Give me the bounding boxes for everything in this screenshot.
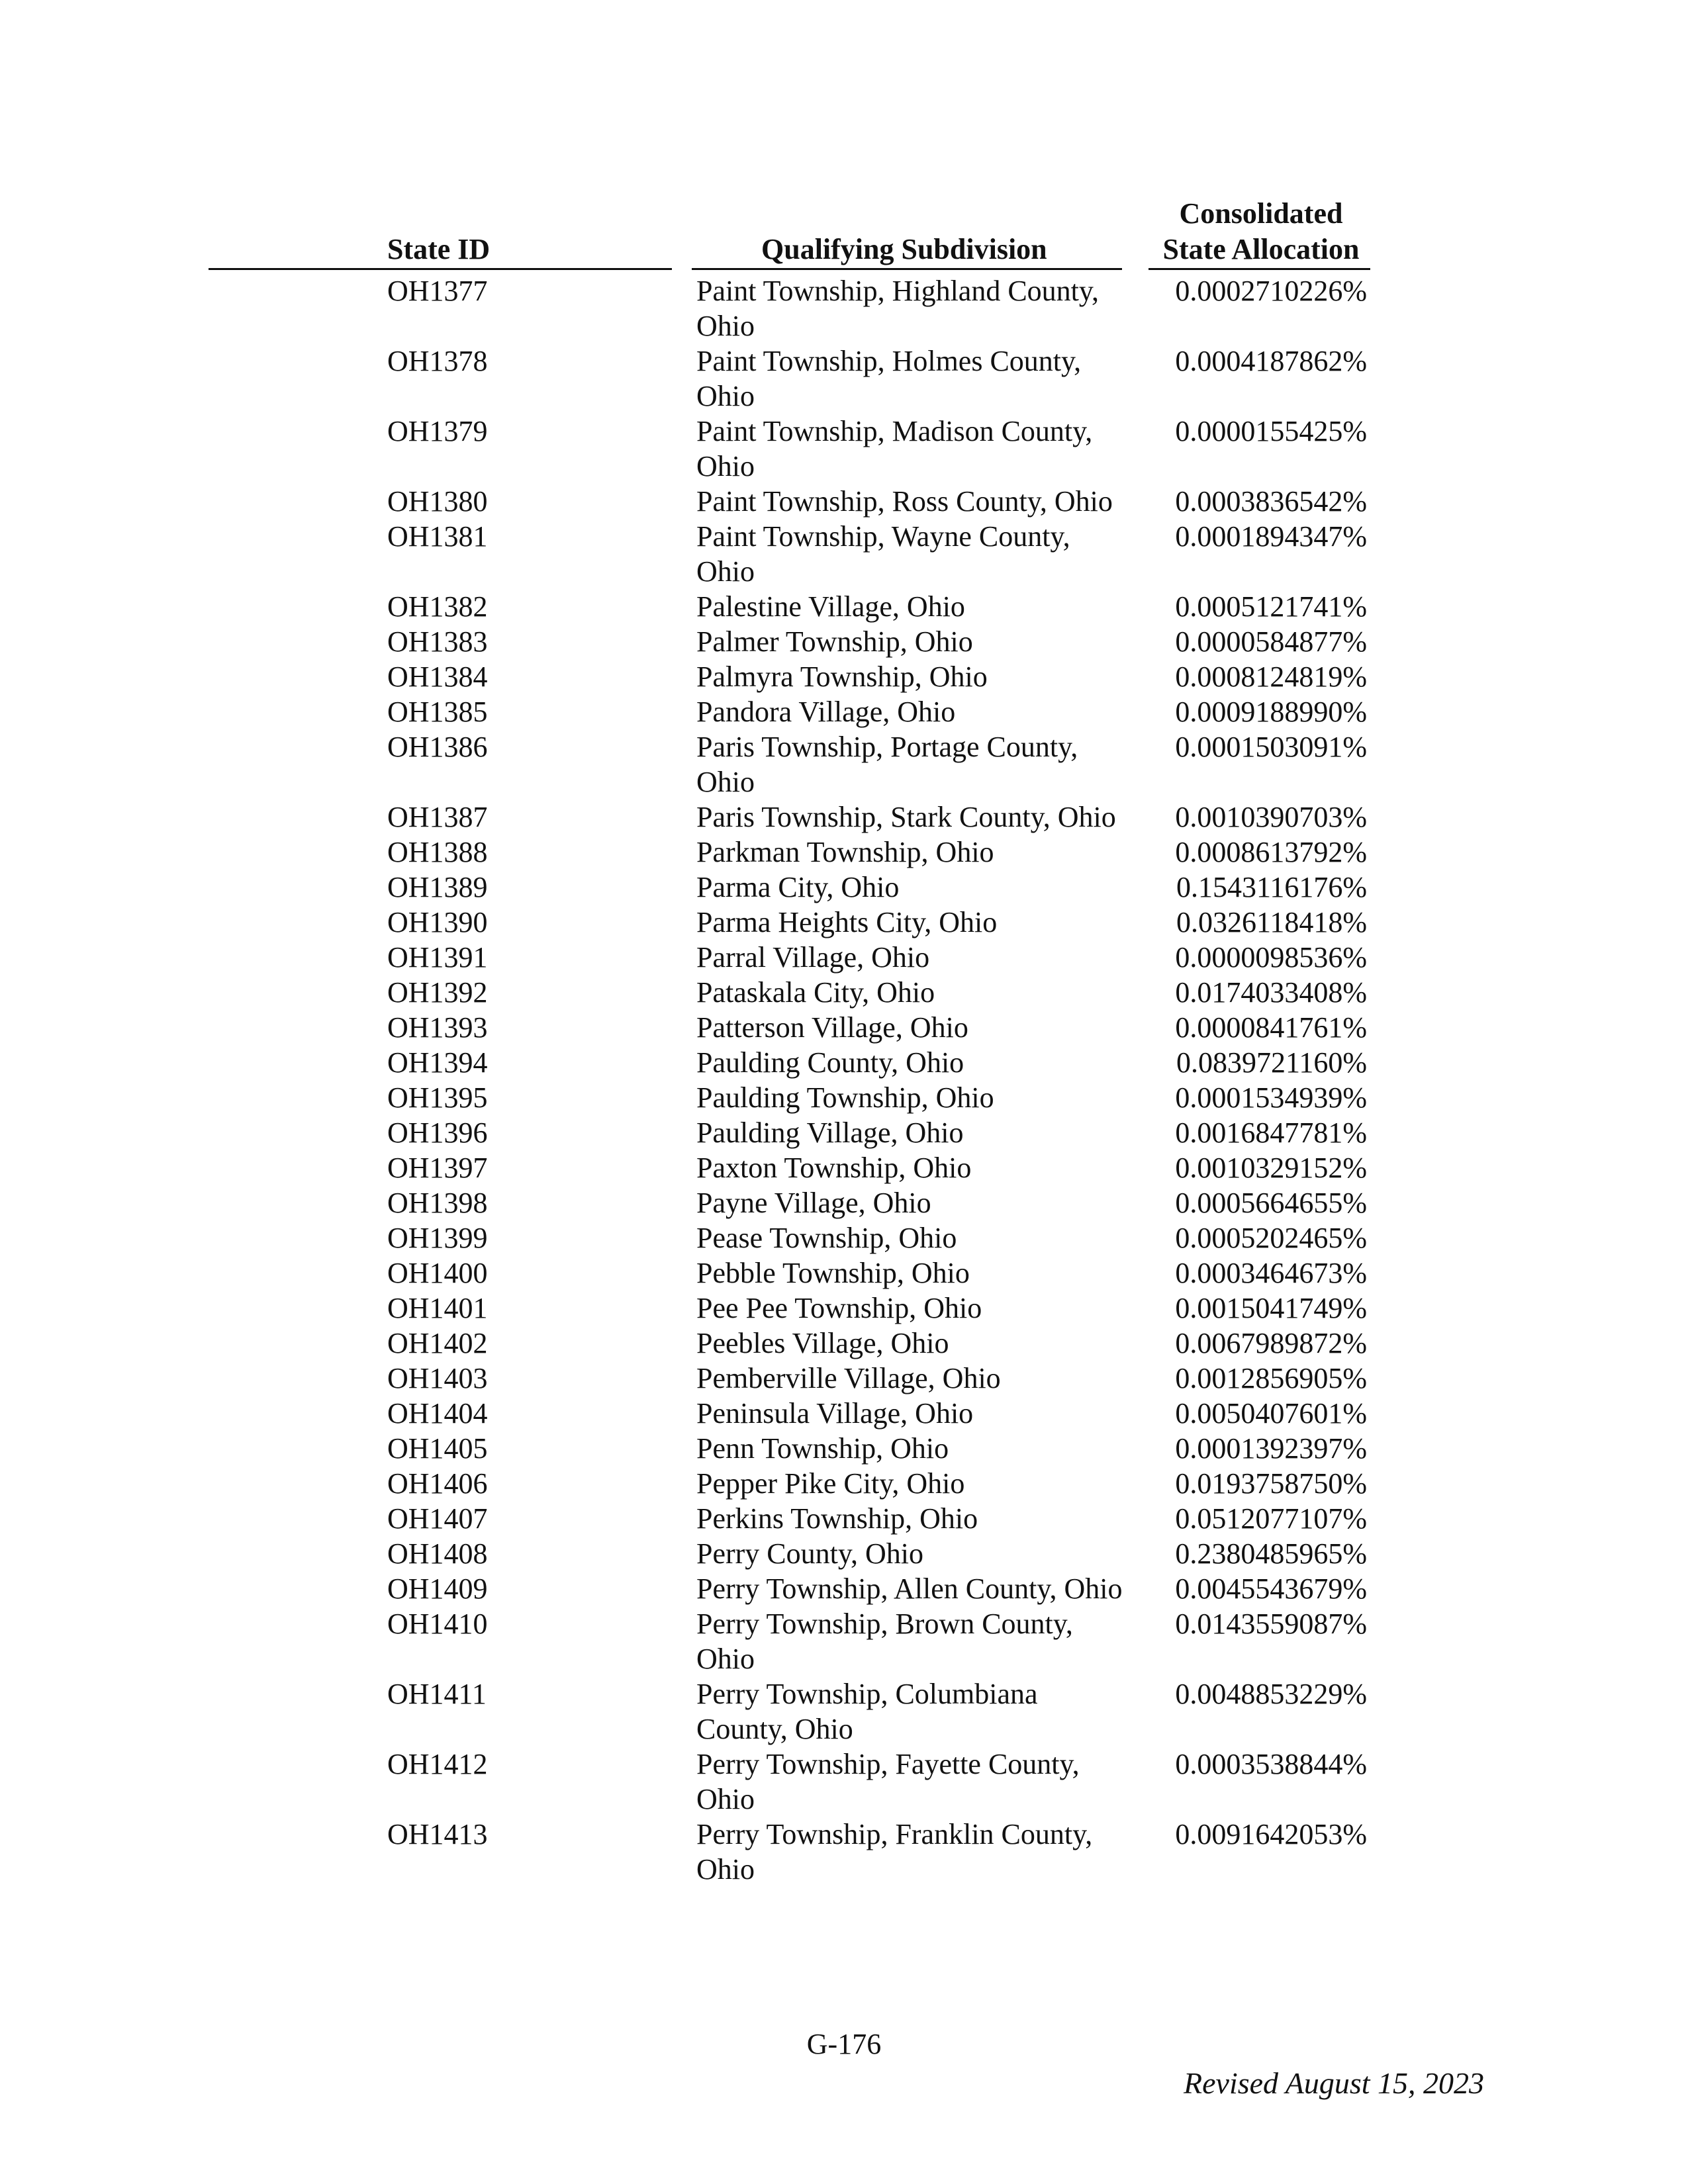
allocation-cell: 0.0001534939% [1175,1081,1367,1114]
state-id-cell: OH1389 [387,871,488,903]
table-row [0,1185,1688,1220]
allocation-cell: 0.0010390703% [1175,801,1367,833]
state-id-cell: OH1410 [387,1608,488,1640]
allocation-cell: 0.1543116176% [1176,871,1367,903]
subdivision-cell: Paint Township, Wayne County, Ohio [696,520,1070,588]
subdivision-cell: Palestine Village, Ohio [696,590,965,623]
state-id-cell: OH1383 [387,625,488,658]
subdivision-cell: Pease Township, Ohio [696,1222,957,1254]
table-row [0,835,1688,870]
table-row [0,1361,1688,1396]
allocation-cell: 0.0143559087% [1175,1608,1367,1640]
table-row [0,975,1688,1010]
state-id-cell: OH1377 [387,275,488,307]
state-id-cell: OH1380 [387,485,488,518]
subdivision-cell: Perry Township, Allen County, Ohio [696,1572,1123,1605]
state-id-cell: OH1404 [387,1397,488,1430]
table-row [0,870,1688,905]
subdivision-cell: Pandora Village, Ohio [696,696,956,728]
state-id-cell: OH1403 [387,1362,488,1394]
subdivision-cell: Paint Township, Ross County, Ohio [696,485,1113,518]
state-id-cell: OH1396 [387,1116,488,1149]
allocation-cell: 0.0004187862% [1175,345,1367,377]
allocation-cell: 0.0000841761% [1175,1011,1367,1044]
allocation-cell: 0.0012856905% [1175,1362,1367,1394]
column-header-allocation-line1: Consolidated [1179,197,1343,230]
allocation-cell: 0.0091642053% [1175,1818,1367,1850]
table-row [0,273,1688,343]
allocation-cell: 0.0016847781% [1175,1116,1367,1149]
state-id-cell: OH1412 [387,1748,488,1780]
revised-date: Revised August 15, 2023 [1184,2066,1484,2100]
allocation-cell: 0.0009188990% [1175,696,1367,728]
state-id-cell: OH1394 [387,1046,488,1079]
table-row [0,729,1688,799]
state-id-cell: OH1407 [387,1502,488,1535]
table-row [0,484,1688,519]
state-id-cell: OH1385 [387,696,488,728]
state-id-cell: OH1399 [387,1222,488,1254]
allocation-cell: 0.0193758750% [1175,1467,1367,1500]
table-row [0,1676,1688,1747]
table-row [0,1747,1688,1817]
column-header-allocation-line2: State Allocation [1162,233,1360,265]
state-id-cell: OH1402 [387,1327,488,1359]
table-row [0,1045,1688,1080]
table-row [0,1606,1688,1676]
allocation-cell: 0.0512077107% [1175,1502,1367,1535]
allocation-cell: 0.0839721160% [1176,1046,1367,1079]
allocation-cell: 0.0005202465% [1175,1222,1367,1254]
subdivision-cell: Parral Village, Ohio [696,941,930,974]
table-row [0,624,1688,659]
subdivision-cell: Penn Township, Ohio [696,1432,949,1465]
allocation-cell: 0.0045543679% [1175,1572,1367,1605]
table-row [0,1010,1688,1045]
table-row [0,1150,1688,1185]
allocation-cell: 0.0050407601% [1175,1397,1367,1430]
column-header-qualifying-subdivision: Qualifying Subdivision [761,233,1047,265]
subdivision-cell: Paxton Township, Ohio [696,1152,972,1184]
table-row [0,1536,1688,1571]
table-row [0,1466,1688,1501]
state-id-cell: OH1401 [387,1292,488,1324]
subdivision-cell: Paulding Village, Ohio [696,1116,964,1149]
subdivision-cell: Pee Pee Township, Ohio [696,1292,982,1324]
subdivision-cell: Parkman Township, Ohio [696,836,994,868]
table-row [0,1571,1688,1606]
header-rule-subdivision [692,268,1122,270]
state-id-cell: OH1379 [387,415,488,447]
state-id-cell: OH1395 [387,1081,488,1114]
subdivision-cell: Paint Township, Madison County, Ohio [696,415,1093,482]
table-row [0,1396,1688,1431]
table-row [0,1220,1688,1255]
subdivision-cell: Patterson Village, Ohio [696,1011,968,1044]
state-id-cell: OH1397 [387,1152,488,1184]
allocation-cell: 0.0001392397% [1175,1432,1367,1465]
state-id-cell: OH1378 [387,345,488,377]
page-number: G-176 [806,2028,882,2060]
allocation-cell: 0.2380485965% [1175,1537,1367,1570]
table-row [0,1431,1688,1466]
allocation-cell: 0.0067989872% [1175,1327,1367,1359]
table-row [0,1326,1688,1361]
allocation-cell: 0.0326118418% [1176,906,1367,938]
allocation-cell: 0.0000098536% [1175,941,1367,974]
subdivision-cell: Pataskala City, Ohio [696,976,935,1009]
table-row [0,799,1688,835]
column-header-consolidated-state-allocation [1155,196,1367,267]
table-row [0,1255,1688,1291]
table-row [0,519,1688,589]
subdivision-cell: Peninsula Village, Ohio [696,1397,974,1430]
table-row [0,940,1688,975]
allocation-cell: 0.0015041749% [1175,1292,1367,1324]
allocation-cell: 0.0000584877% [1175,625,1367,658]
state-id-cell: OH1384 [387,660,488,693]
state-id-cell: OH1408 [387,1537,488,1570]
table-row [0,1501,1688,1536]
subdivision-cell: Peebles Village, Ohio [696,1327,949,1359]
allocation-cell: 0.0003464673% [1175,1257,1367,1289]
subdivision-cell: Perry County, Ohio [696,1537,924,1570]
subdivision-cell: Palmyra Township, Ohio [696,660,988,693]
header-rule-allocation [1149,268,1370,270]
table-row [0,1291,1688,1326]
table-row [0,905,1688,940]
subdivision-cell: Parma Heights City, Ohio [696,906,998,938]
subdivision-cell: Perkins Township, Ohio [696,1502,978,1535]
allocation-cell: 0.0001894347% [1175,520,1367,553]
table-row [0,1817,1688,1887]
table-row [0,659,1688,694]
subdivision-cell: Palmer Township, Ohio [696,625,973,658]
header-rule-state-id [209,268,672,270]
state-id-cell: OH1388 [387,836,488,868]
allocation-cell: 0.0000155425% [1175,415,1367,447]
subdivision-cell: Perry Township, Fayette County, Ohio [696,1748,1080,1815]
allocation-cell: 0.0001503091% [1175,731,1367,763]
subdivision-cell: Paint Township, Holmes County, Ohio [696,345,1082,412]
allocation-cell: 0.0010329152% [1175,1152,1367,1184]
allocation-cell: 0.0008124819% [1175,660,1367,693]
state-id-cell: OH1409 [387,1572,488,1605]
state-id-cell: OH1393 [387,1011,488,1044]
allocation-cell: 0.0003836542% [1175,485,1367,518]
allocation-cell: 0.0048853229% [1175,1678,1367,1710]
allocation-table-body [0,273,1688,1887]
table-row [0,1115,1688,1150]
subdivision-cell: Paris Township, Portage County, Ohio [696,731,1078,798]
state-id-cell: OH1400 [387,1257,488,1289]
state-id-cell: OH1386 [387,731,488,763]
allocation-cell: 0.0008613792% [1175,836,1367,868]
state-id-cell: OH1382 [387,590,488,623]
subdivision-cell: Pemberville Village, Ohio [696,1362,1001,1394]
state-id-cell: OH1391 [387,941,488,974]
state-id-cell: OH1406 [387,1467,488,1500]
allocation-cell: 0.0005664655% [1175,1187,1367,1219]
table-row [0,694,1688,729]
allocation-cell: 0.0005121741% [1175,590,1367,623]
subdivision-cell: Payne Village, Ohio [696,1187,931,1219]
state-id-cell: OH1413 [387,1818,488,1850]
table-row [0,1080,1688,1115]
state-id-cell: OH1390 [387,906,488,938]
allocation-cell: 0.0002710226% [1175,275,1367,307]
subdivision-cell: Paint Township, Highland County, Ohio [696,275,1100,342]
table-row [0,589,1688,624]
state-id-cell: OH1392 [387,976,488,1009]
subdivision-cell: Paris Township, Stark County, Ohio [696,801,1116,833]
state-id-cell: OH1381 [387,520,488,553]
allocation-cell: 0.0174033408% [1175,976,1367,1009]
table-row [0,343,1688,414]
state-id-cell: OH1411 [387,1678,487,1710]
subdivision-cell: Paulding Township, Ohio [696,1081,994,1114]
subdivision-cell: Perry Township, Brown County, Ohio [696,1608,1073,1675]
subdivision-cell: Perry Township, Franklin County, Ohio [696,1818,1093,1886]
state-id-cell: OH1405 [387,1432,488,1465]
allocation-cell: 0.0003538844% [1175,1748,1367,1780]
subdivision-cell: Pepper Pike City, Ohio [696,1467,965,1500]
column-header-state-id: State ID [387,233,491,265]
subdivision-cell: Perry Township, Columbiana County, Ohio [696,1678,1038,1745]
subdivision-cell: Paulding County, Ohio [696,1046,964,1079]
state-id-cell: OH1398 [387,1187,488,1219]
subdivision-cell: Parma City, Ohio [696,871,900,903]
state-id-cell: OH1387 [387,801,488,833]
table-row [0,414,1688,484]
subdivision-cell: Pebble Township, Ohio [696,1257,970,1289]
